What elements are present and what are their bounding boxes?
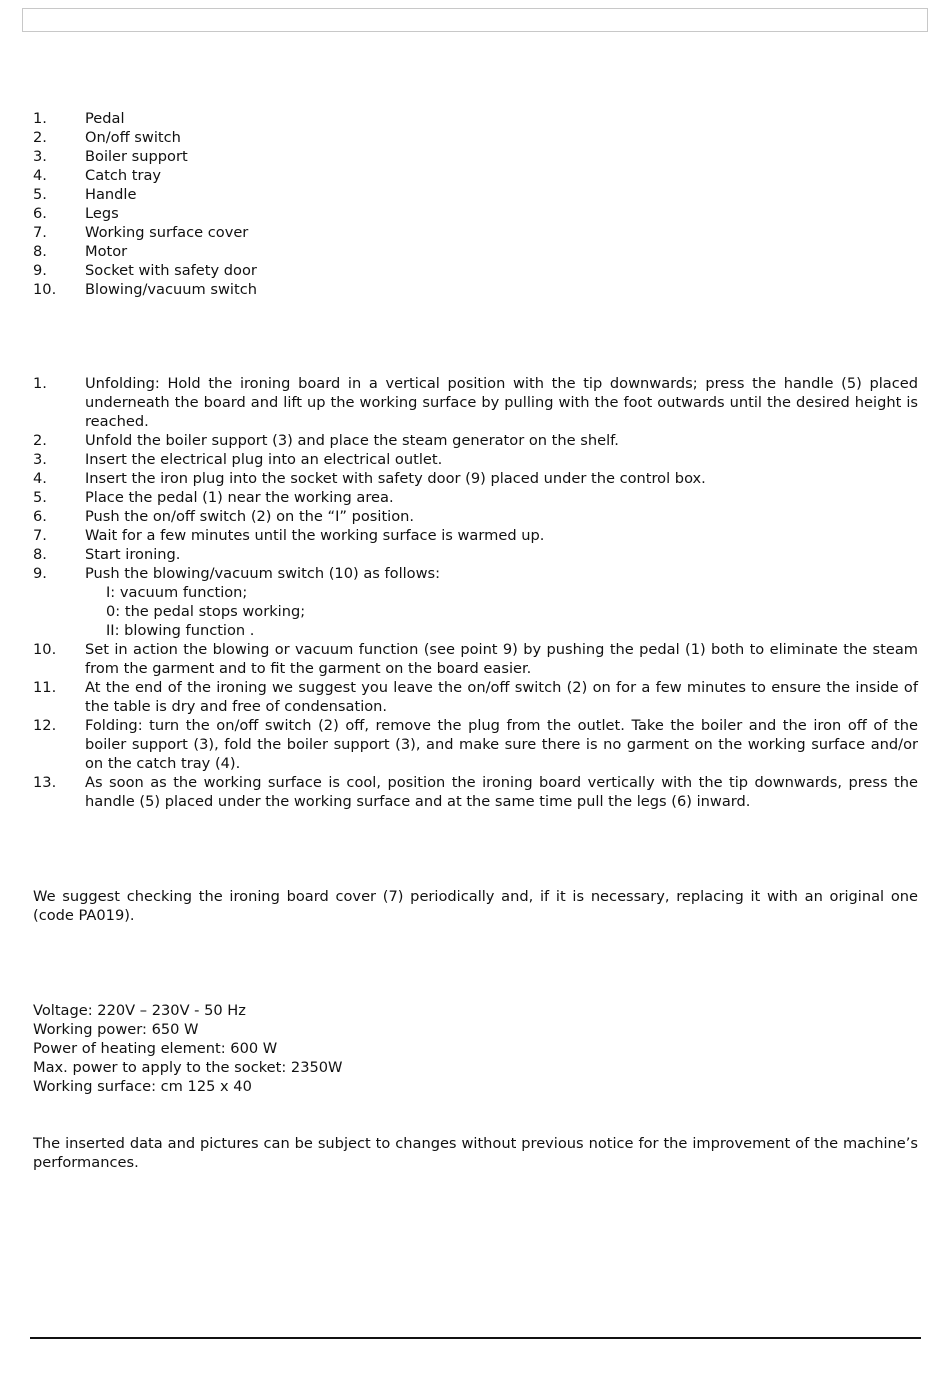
instruction-number: 12. <box>33 717 57 734</box>
part-item <box>33 242 918 261</box>
spec-line: Power of heating element: 600 W <box>33 1040 278 1057</box>
part-label: Legs <box>85 205 119 222</box>
part-number: 1. <box>33 110 47 127</box>
switch-option: II: blowing function . <box>106 622 255 639</box>
instruction-item <box>33 469 918 488</box>
spec-line: Working surface: cm 125 x 40 <box>33 1078 252 1095</box>
instruction-number: 3. <box>33 451 47 468</box>
part-number: 3. <box>33 148 47 165</box>
part-number: 9. <box>33 262 47 279</box>
instruction-item <box>33 716 918 773</box>
instruction-number: 8. <box>33 546 47 563</box>
instruction-number: 9. <box>33 565 47 582</box>
instruction-number: 1. <box>33 375 47 392</box>
instruction-number: 13. <box>33 774 57 791</box>
part-item <box>33 147 918 166</box>
part-label: Boiler support <box>85 148 188 165</box>
maintenance-paragraph: We suggest checking the ironing board cover (7) periodically and, if it is necessary, replacing it with an original one (code PA019). <box>33 888 918 924</box>
part-number: 8. <box>33 243 47 260</box>
instruction-text: Place the pedal (1) near the working area. <box>85 489 394 506</box>
instruction-item <box>33 564 918 640</box>
part-item <box>33 185 918 204</box>
instruction-text: Wait for a few minutes until the working surface is warmed up. <box>85 527 545 544</box>
disclaimer-paragraph: The inserted data and pictures can be subject to changes without previous notice for the improvement of the machine’s performances. <box>33 1135 918 1171</box>
spec-line: Voltage: 220V – 230V - 50 Hz <box>33 1002 246 1019</box>
instruction-text: As soon as the working surface is cool, position the ironing board vertically with the tip downwards, press the handle (5) placed under the working surface and at the same time pull the legs (6) inward. <box>85 774 918 810</box>
spec-line: Working power: 650 W <box>33 1021 199 1038</box>
part-number: 2. <box>33 129 47 146</box>
part-label: Motor <box>85 243 128 260</box>
instruction-item <box>33 526 918 545</box>
instruction-number: 11. <box>33 679 57 696</box>
header-bar <box>22 8 928 32</box>
instruction-text: Push the blowing/vacuum switch (10) as follows: <box>85 565 441 582</box>
part-number: 6. <box>33 205 47 222</box>
part-number: 7. <box>33 224 47 241</box>
part-label: Catch tray <box>85 167 162 184</box>
part-number: 5. <box>33 186 47 203</box>
instruction-item <box>33 374 918 431</box>
instruction-text: Insert the electrical plug into an electrical outlet. <box>85 451 443 468</box>
part-item <box>33 280 918 299</box>
instruction-text: Folding: turn the on/off switch (2) off, remove the plug from the outlet. Take the boiler and the iron off of the boiler support (3), fold the boiler support (3), and make sure there is no garment on the working surface and/or on the catch tray (4). <box>85 717 918 772</box>
technical-specs <box>33 1001 918 1096</box>
instruction-number: 4. <box>33 470 47 487</box>
instruction-number: 2. <box>33 432 47 449</box>
part-label: Blowing/vacuum switch <box>85 281 257 298</box>
parts-list <box>33 109 918 299</box>
instruction-item <box>33 488 918 507</box>
instruction-item <box>33 545 918 564</box>
part-number: 4. <box>33 167 47 184</box>
instruction-item <box>33 640 918 678</box>
instruction-text: Unfold the boiler support (3) and place the steam generator on the shelf. <box>85 432 619 449</box>
part-label: On/off switch <box>85 129 181 146</box>
part-item <box>33 128 918 147</box>
part-label: Working surface cover <box>85 224 249 241</box>
part-label: Handle <box>85 186 137 203</box>
part-item <box>33 166 918 185</box>
instruction-number: 5. <box>33 489 47 506</box>
instruction-item <box>33 678 918 716</box>
instruction-text: Start ironing. <box>85 546 181 563</box>
instruction-text: Insert the iron plug into the socket with safety door (9) placed under the control box. <box>85 470 706 487</box>
instruction-text: Set in action the blowing or vacuum function (see point 9) by pushing the pedal (1) both to eliminate the steam from the garment and to fit the garment on the board easier. <box>85 641 918 677</box>
instruction-number: 6. <box>33 508 47 525</box>
instruction-item <box>33 431 918 450</box>
switch-option: 0: the pedal stops working; <box>106 603 306 620</box>
instruction-item <box>33 773 918 811</box>
instructions-list <box>33 374 918 811</box>
part-item <box>33 109 918 128</box>
instruction-item <box>33 450 918 469</box>
footer-rule <box>30 1337 921 1339</box>
instruction-number: 10. <box>33 641 57 658</box>
instruction-number: 7. <box>33 527 47 544</box>
spec-line: Max. power to apply to the socket: 2350W <box>33 1059 343 1076</box>
part-item <box>33 204 918 223</box>
switch-option: I: vacuum function; <box>106 584 248 601</box>
instruction-text: Push the on/off switch (2) on the “I” position. <box>85 508 415 525</box>
instruction-text: Unfolding: Hold the ironing board in a vertical position with the tip downwards; press the handle (5) placed underneath the board and lift up the working surface by pulling with the foot outwards until the desired height is reached. <box>85 375 918 430</box>
part-item <box>33 223 918 242</box>
instruction-text: At the end of the ironing we suggest you leave the on/off switch (2) on for a few minutes to ensure the inside of the table is dry and free of condensation. <box>85 679 918 715</box>
part-item <box>33 261 918 280</box>
part-label: Pedal <box>85 110 125 127</box>
instruction-item <box>33 507 918 526</box>
part-number: 10. <box>33 281 57 298</box>
part-label: Socket with safety door <box>85 262 257 279</box>
